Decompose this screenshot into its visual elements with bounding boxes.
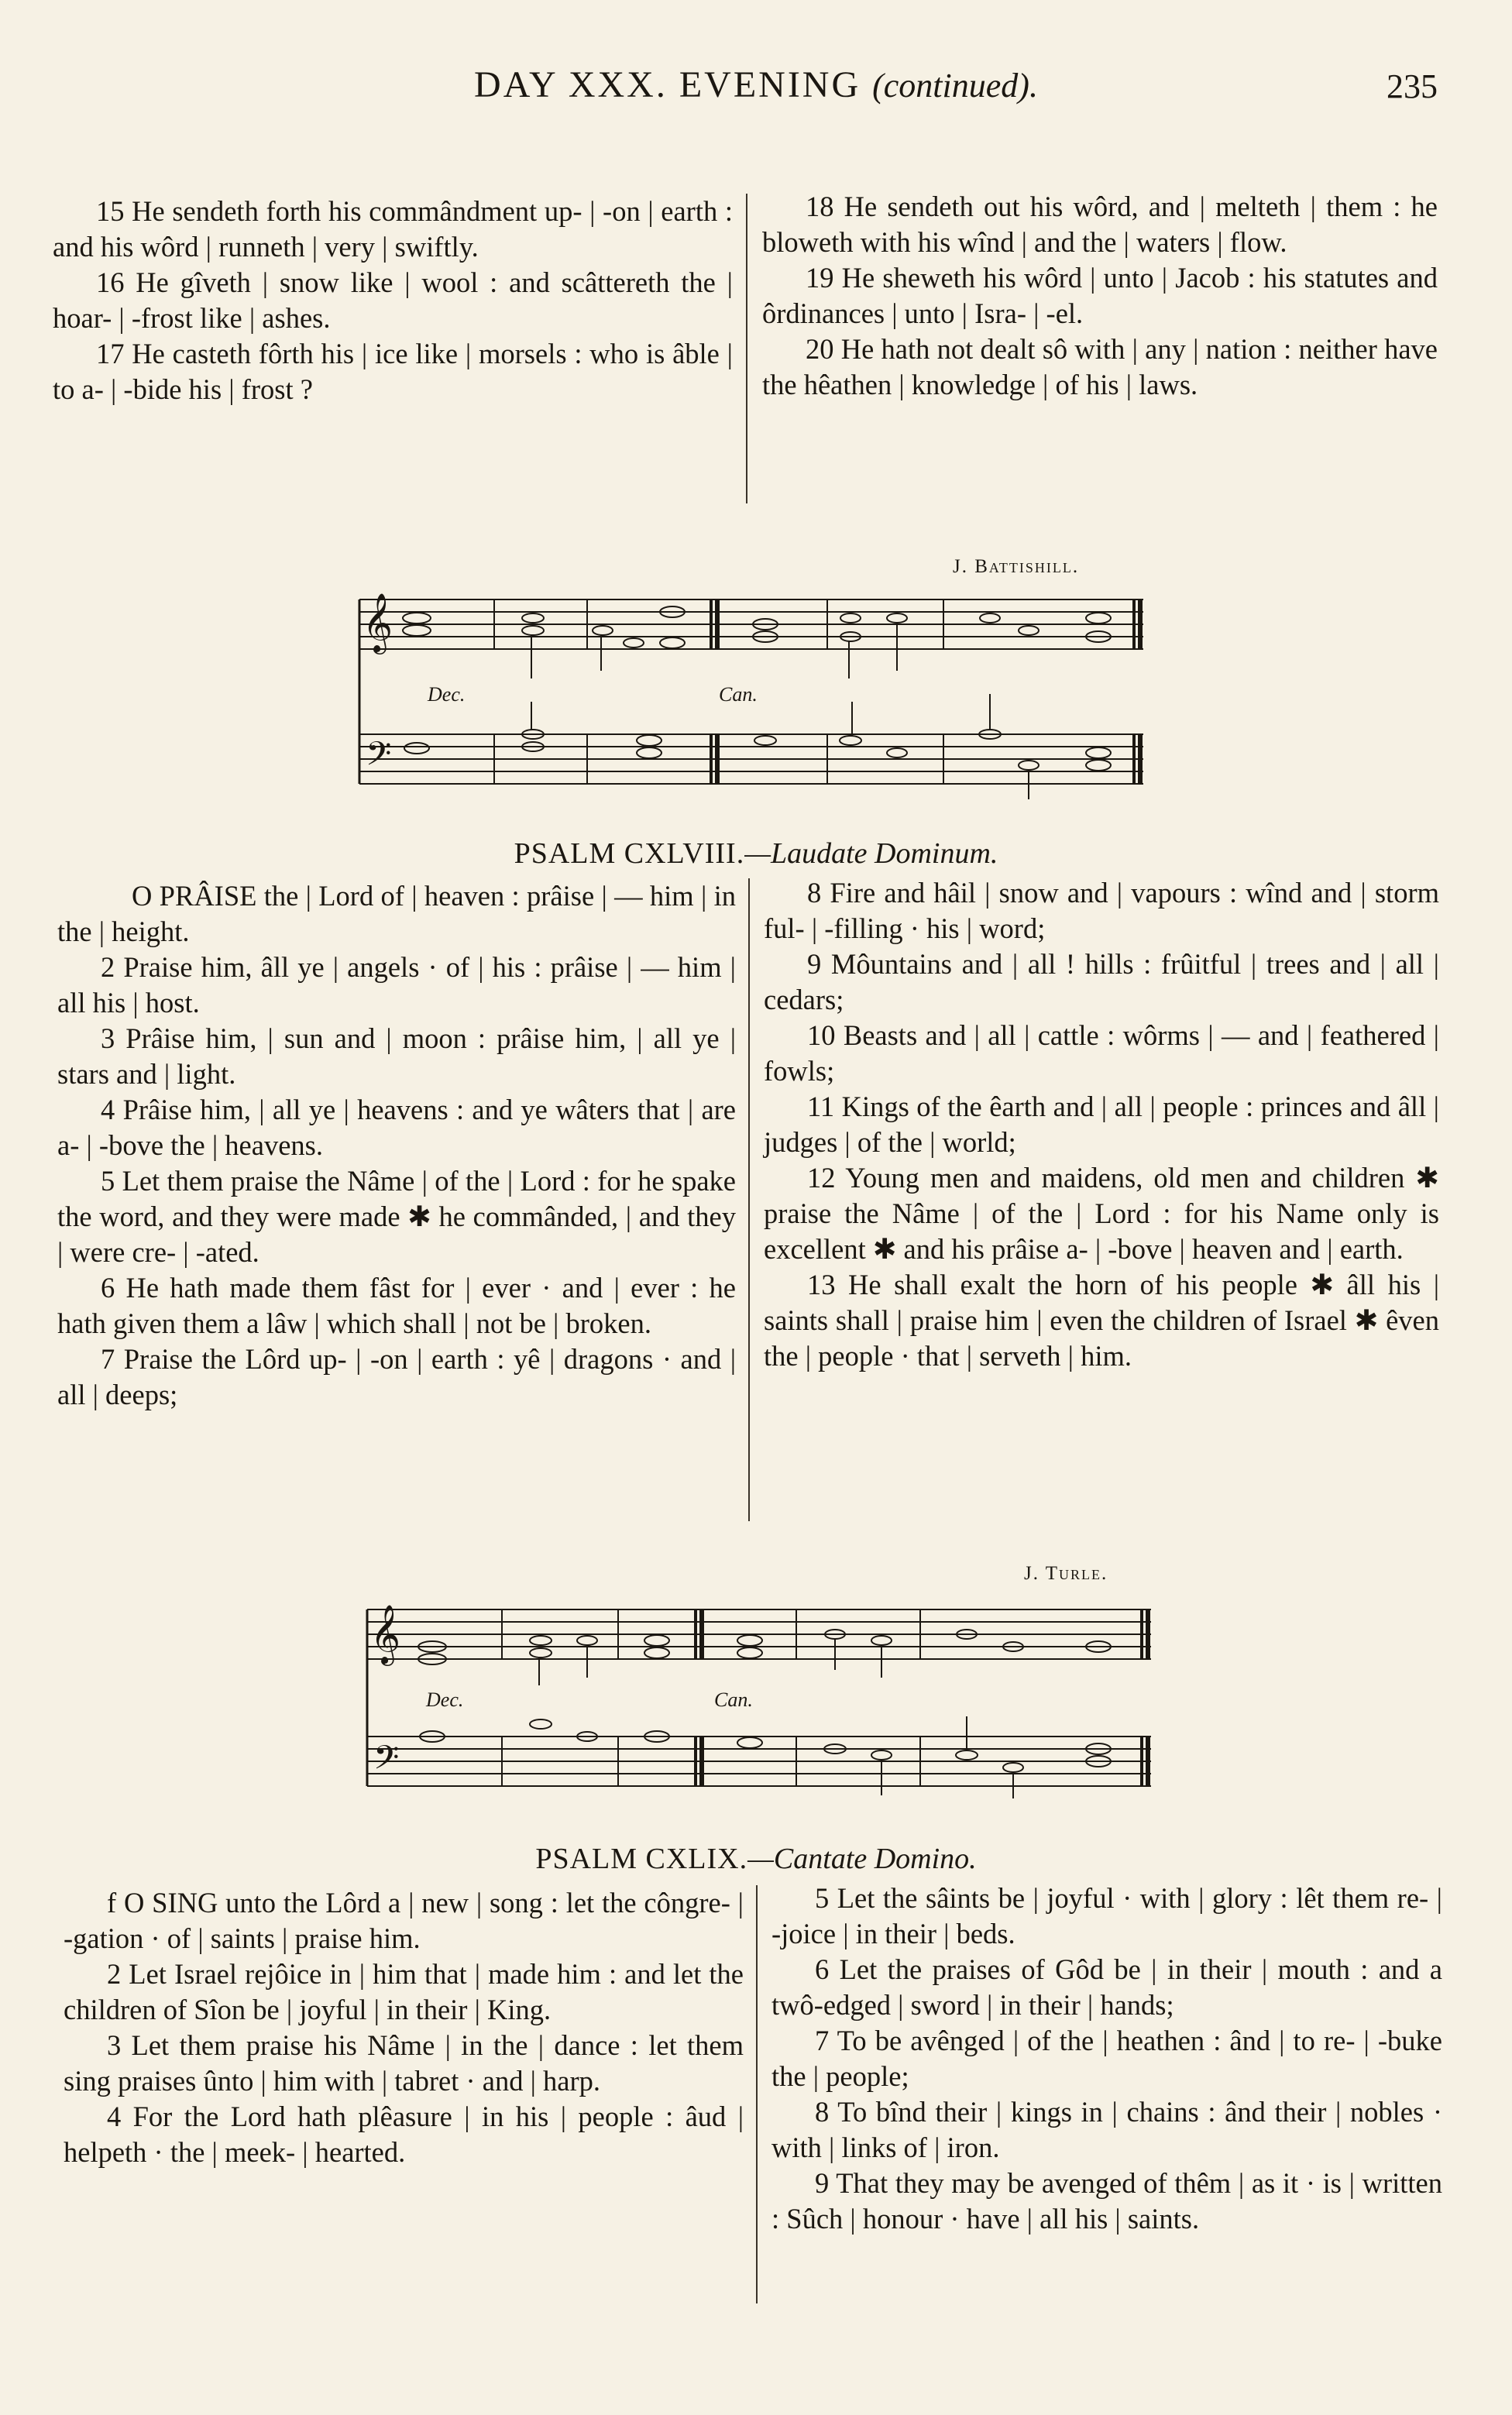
page-title — [0, 64, 1512, 106]
psalm148-right-column — [764, 875, 1439, 1374]
verse: 16 He gîveth | snow like | wool : and scâttereth the | hoar- | -frost like | ashes. — [53, 266, 733, 334]
verse — [57, 878, 736, 950]
page-header — [0, 64, 1512, 118]
verse: 9 That they may be avenged of thêm | as it · is | written : Sûch | honour · have | all his | saints. — [771, 2167, 1442, 2235]
section1-left-column — [53, 194, 733, 407]
verse: 15 He sendeth forth his commândment up- | -on | earth : and his wôrd | runneth | very | swiftly. — [53, 195, 733, 263]
psalm148-title-text: PSALM CXLVIII. — [514, 837, 745, 870]
verse: 18 He sendeth out his wôrd, and | melteth | them : he bloweth with his wînd | and the | waters | flow. — [762, 191, 1438, 258]
chant1-can-label: Can. — [719, 683, 758, 706]
chant1-dec-label: Dec. — [428, 683, 466, 706]
verse: 3 Let them praise his Nâme | in the | dance : let them sing praises ûnto | him with | tabret · and | harp. — [64, 2029, 744, 2097]
psalm148-subtitle: —Laudate Dominum. — [744, 837, 998, 870]
chant2-music-score — [363, 1592, 1156, 1802]
verse: 5 Let them praise the Nâme | of the | Lord : for he spake the word, and they were made ✱ he commânded, | and they | were cre- | -ated. — [57, 1165, 736, 1268]
verse: 11 Kings of the êarth and | all | people : princes and âll | judges | of the | world; — [764, 1091, 1439, 1158]
psalm149-title — [0, 1842, 1512, 1876]
section1-right-column — [762, 189, 1438, 403]
chant2-dec-label: Dec. — [426, 1688, 464, 1711]
column-divider — [748, 878, 750, 1521]
verse: 5 Let the sâints be | joyful · with | glory : lêt them re- | -joice | in their | beds. — [771, 1882, 1442, 1950]
header-continued: (continued). — [872, 67, 1038, 105]
svg-text:𝄢: 𝄢 — [373, 1739, 400, 1785]
verse: 6 Let the praises of Gôd be | in their | mouth : and a twô-edged | sword | in their | hands; — [771, 1953, 1442, 2021]
header-title-text: DAY XXX. EVENING — [474, 64, 861, 105]
verse: 12 Young men and maidens, old men and children ✱ praise the Nâme | of the | Lord : for his Name only is excellent ✱ and his prâise a- | -bove | heaven and | earth. — [764, 1162, 1439, 1265]
verse: 2 Let Israel rejôice in | him that | made him : and let the children of Sîon be | joyful | in their | King. — [64, 1958, 744, 2025]
chant2-composer: J. Turle. — [1024, 1563, 1108, 1584]
psalm148-left-column — [57, 878, 736, 1413]
chant1-composer: J. Battishill. — [953, 556, 1080, 577]
verse-text: O PRÂISE the | Lord of | heaven : prâise | — him | in the | height. — [57, 880, 736, 947]
verse: 7 Praise the Lôrd up- | -on | earth : yê | dragons · and | all | deeps; — [57, 1343, 736, 1410]
psalm149-right-column — [771, 1881, 1442, 2237]
verse: 10 Beasts and | all | cattle : wôrms | — and | feathered | fowls; — [764, 1019, 1439, 1087]
chant2-can-label: Can. — [714, 1688, 753, 1711]
verse: 8 To bînd their | kings in | chains : ând their | nobles · with | links of | iron. — [771, 2096, 1442, 2163]
verse: 4 Prâise him, | all ye | heavens : and ye wâters that | are a- | -bove the | heavens. — [57, 1094, 736, 1161]
verse: 19 He sheweth his wôrd | unto | Jacob : his statutes and ôrdinances | unto | Isra- | -el. — [762, 262, 1438, 329]
psalm148-title — [0, 836, 1512, 871]
verse: 13 He shall exalt the horn of his people ✱ âll his | saints shall | praise him | even the children of Israel ✱ êven the | people · that | serveth | him. — [764, 1269, 1439, 1372]
column-divider — [746, 194, 747, 503]
psalm149-subtitle: —Cantate Domino. — [747, 1843, 977, 1875]
svg-text:𝄞: 𝄞 — [370, 1604, 401, 1664]
svg-text:𝄞: 𝄞 — [363, 593, 393, 652]
verse: 6 He hath made them fâst for | ever · and | ever : he hath given them a lâw | which shall | not be | broken. — [57, 1272, 736, 1339]
page-number: 235 — [1387, 67, 1438, 105]
verse: 7 To be avênged | of the | heathen : ând | to re- | -buke the | people; — [771, 2025, 1442, 2092]
verse: 17 He casteth fôrth his | ice like | morsels : who is âble | to a- | -bide his | frost ? — [53, 338, 733, 405]
verse: 2 Praise him, âll ye | angels · of | his : prâise | — him | all his | host. — [57, 951, 736, 1019]
verse: 4 For the Lord hath plêasure | in his | people : âud | helpeth · the | meek- | hearted. — [64, 2101, 744, 2168]
verse: 9 Môuntains and | all ! hills : frûitful | trees and | all | cedars; — [764, 948, 1439, 1015]
column-divider — [756, 1885, 758, 2303]
psalm149-title-text: PSALM CXLIX. — [535, 1843, 748, 1875]
svg-text:𝄢: 𝄢 — [366, 735, 392, 782]
verse: 3 Prâise him, | sun and | moon : prâise him, | all ye | stars and | light. — [57, 1022, 736, 1090]
verse: 20 He hath not dealt sô with | any | nation : neither have the hêathen | knowledge | of his | laws. — [762, 333, 1438, 400]
verse: 8 Fire and hâil | snow and | vapours : wînd and | storm ful- | -filling · his | word; — [764, 877, 1439, 944]
verse: f O SING unto the Lôrd a | new | song : let the côngre- | -gation · of | saints | praise him. — [64, 1887, 744, 1954]
psalm149-left-column — [64, 1885, 744, 2170]
